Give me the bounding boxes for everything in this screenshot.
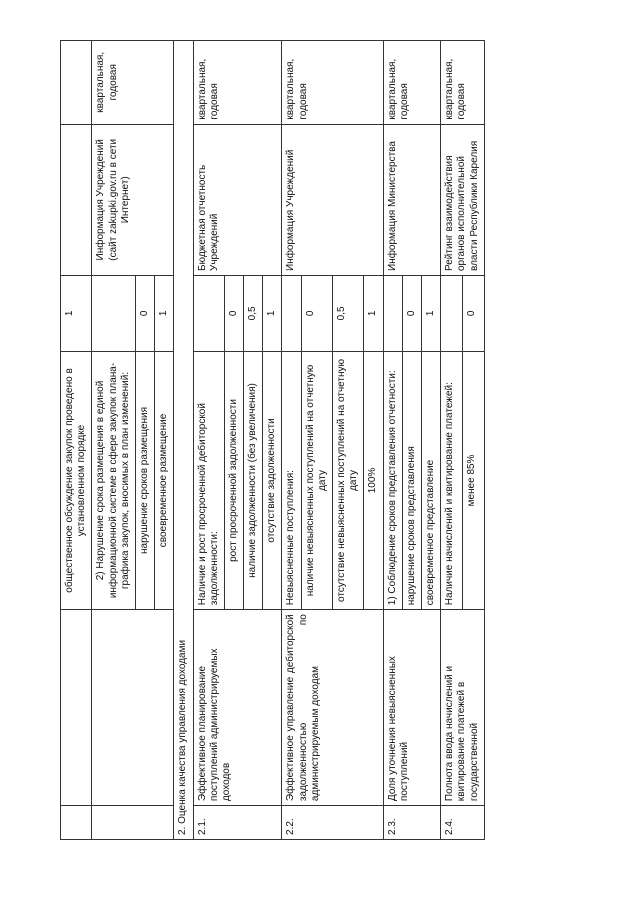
sub-criterion: своевременное представление <box>421 351 440 610</box>
source-cell: Информация Учреждений (сайт zakupki.gov.ru в сети Интернет) <box>92 124 174 275</box>
indicator-name: Полнота ввода начислений и квитирование платежей в государственной <box>441 610 485 806</box>
source-cell: Рейтинг взаимодействия органов исполнительной власти Республики Карелия <box>441 124 485 275</box>
value-cell: 1 <box>263 276 282 352</box>
sub-criterion: своевременное размещение <box>155 351 174 610</box>
source-cell: Информация Министерства <box>383 124 441 275</box>
row-number: 2.2. <box>282 806 383 840</box>
sub-criterion: отсутствие невыясненных поступлений на отчетную дату <box>333 351 364 610</box>
value-cell: 0 <box>462 276 484 352</box>
sub-criterion: менее 85% <box>462 351 484 610</box>
sub-criterion: отсутствие задолженности <box>263 351 282 610</box>
value-cell: 1 <box>61 276 92 352</box>
row-number: 2.1. <box>193 806 282 840</box>
section-row <box>174 41 193 840</box>
table-row <box>383 41 402 840</box>
value-cell: 0 <box>301 276 332 352</box>
row-number: 2.4. <box>441 806 485 840</box>
value-cell: 1 <box>364 276 383 352</box>
indicator-name: Доля уточнения невыясненных поступлений <box>383 610 441 806</box>
criterion-cell: Наличие и рост просроченной дебиторской задолженности: <box>193 351 224 610</box>
value-cell: 0,5 <box>244 276 263 352</box>
period-cell: квартальная, годовая <box>441 41 485 125</box>
criterion-cell: Наличие начислений и квитирование платежей: <box>441 351 463 610</box>
criterion-cell: 2) Нарушение срока размещения в единой информационной системе в сфере закупок плана-графика закупок, вносимых в план изменений: <box>92 351 136 610</box>
sub-criterion: нарушение сроков представления <box>402 351 421 610</box>
sub-criterion: нарушение сроков размещения <box>135 351 154 610</box>
row-number: 2.3. <box>383 806 441 840</box>
period-cell: квартальная, годовая <box>383 41 441 125</box>
value-cell: 0 <box>135 276 154 352</box>
table-row <box>92 41 136 840</box>
sub-criterion: наличие невыясненных поступлений на отчетную дату <box>301 351 332 610</box>
value-cell: 0 <box>224 276 243 352</box>
period-cell: квартальная, годовая <box>92 41 174 125</box>
sub-criterion: рост просроченной задолженности <box>224 351 243 610</box>
evaluation-table <box>60 40 485 840</box>
section-title: 2. Оценка качества управления доходами <box>174 41 193 840</box>
value-cell: 0,5 <box>333 276 364 352</box>
table-row <box>441 41 463 840</box>
criterion-cell: общественное обсуждение закупок проведено в установленном порядке <box>61 351 92 610</box>
value-cell: 1 <box>421 276 440 352</box>
source-cell: Информация Учреждений <box>282 124 383 275</box>
table-row <box>282 41 301 840</box>
indicator-name: Эффективное планирование поступлений администрируемых доходов <box>193 610 282 806</box>
period-cell: квартальная, годовая <box>282 41 383 125</box>
value-cell: 0 <box>402 276 421 352</box>
source-cell: Бюджетная отчетность Учреждений <box>193 124 282 275</box>
table-row <box>61 41 92 840</box>
table-row <box>193 41 224 840</box>
sub-criterion: 100% <box>364 351 383 610</box>
criterion-cell: Невыясненные поступления: <box>282 351 301 610</box>
rotated-page <box>60 40 600 840</box>
value-cell: 1 <box>155 276 174 352</box>
criterion-cell: 1) Соблюдение сроков представления отчетности: <box>383 351 402 610</box>
sub-criterion: наличие задолженности (без увеличения) <box>244 351 263 610</box>
indicator-name: Эффективное управление дебиторской задолженностью по администрируемым доходам <box>282 610 383 806</box>
period-cell: квартальная, годовая <box>193 41 282 125</box>
